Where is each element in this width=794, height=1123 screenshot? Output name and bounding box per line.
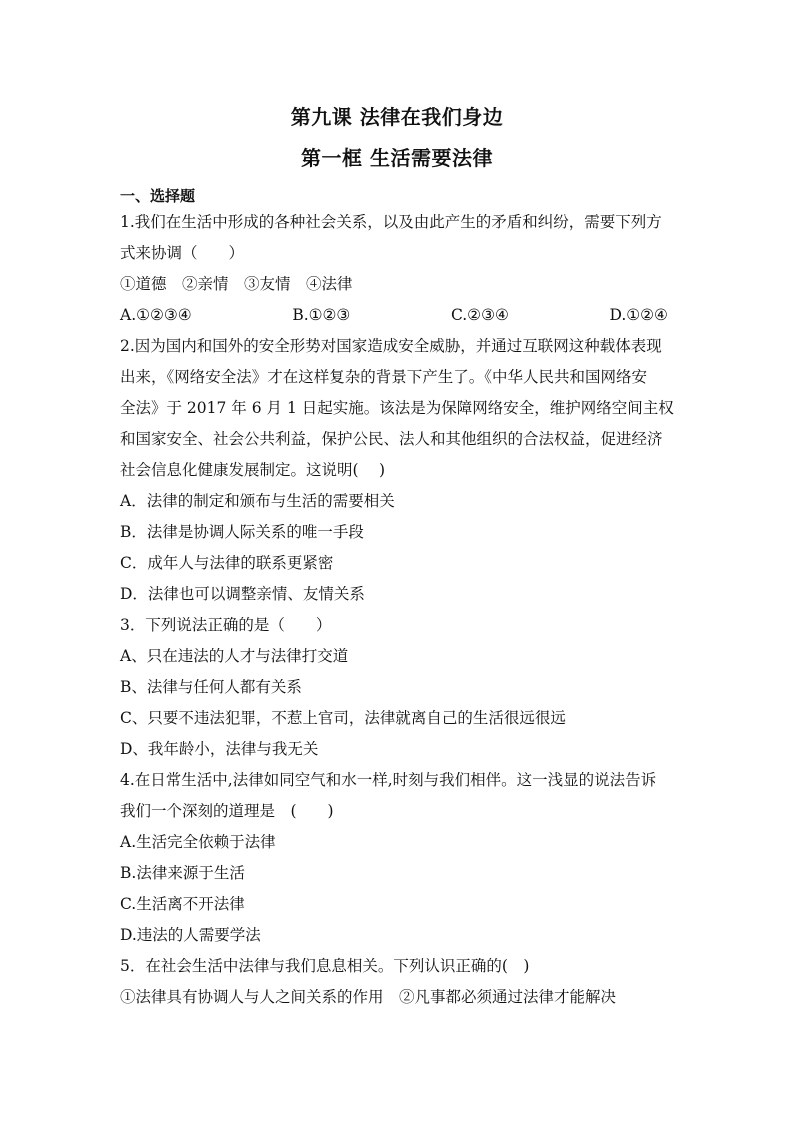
question-stem-line: 3．下列说法正确的是（ ） [120, 616, 332, 634]
answer-option: A．法律的制定和颁布与生活的需要相关 [120, 492, 395, 510]
question-stem-line: 式来协调（ ） [120, 244, 245, 262]
question-stem-line: 我们一个深刻的道理是 ( ) [120, 802, 334, 820]
answer-option: D．法律也可以调整亲情、友情关系 [120, 585, 365, 603]
answer-option: B．法律是协调人际关系的唯一手段 [120, 523, 364, 541]
answer-option: C．成年人与法律的联系更紧密 [120, 554, 334, 572]
answer-option: C、只要不违法犯罪，不惹上官司，法律就离自己的生活很远很远 [120, 709, 566, 727]
part-heading: 一、选择题 [120, 187, 196, 205]
question-stem-line: 全法》于 2017 年 6 月 1 日起实施。该法是为保障网络安全，维护网络空间主权 [120, 399, 674, 417]
choice-row [120, 300, 668, 331]
answer-option: A、只在违法的人才与法律打交道 [120, 647, 349, 665]
answer-option: D、我年龄小，法律与我无关 [120, 740, 319, 758]
question-stem-line: 社会信息化健康发展制定。这说明( ) [120, 461, 386, 479]
section-title: 第一框 生活需要法律 [301, 146, 493, 170]
choice-option: C.②③④ [450, 306, 509, 324]
answer-option: C.生活离不开法律 [120, 895, 245, 913]
answer-option: B.法律来源于生活 [120, 864, 245, 882]
question-items: ①道德 ②亲情 ③友情 ④法律 [120, 275, 353, 293]
answer-option: B、法律与任何人都有关系 [120, 678, 302, 696]
answer-option: D.违法的人需要学法 [120, 926, 261, 944]
choice-option: D.①②④ [609, 306, 668, 324]
question-stem-line: 1.我们在生活中形成的各种社会关系，以及由此产生的矛盾和纠纷，需要下列方 [120, 213, 662, 231]
question-stem-line: 4.在日常生活中,法律如同空气和水一样,时刻与我们相伴。这一浅显的说法告诉 [120, 771, 657, 789]
question-stem-line: 5．在社会生活中法律与我们息息相关。下列认识正确的( ) [120, 957, 530, 975]
question-list [120, 207, 676, 1013]
answer-option: A.生活完全依赖于法律 [120, 833, 276, 851]
choice-option: B.①②③ [292, 306, 351, 324]
question-stem-line: 2.因为国内和国外的安全形势对国家造成安全威胁，并通过互联网这种载体表现 [120, 337, 662, 355]
question-stem-line: 出来，《网络安全法》才在这样复杂的背景下产生了。《中华人民共和国网络安 [120, 368, 648, 386]
question-stem-line: 和国家安全、社会公共利益，保护公民、法人和其他组织的合法权益，促进经济 [120, 430, 663, 448]
lesson-title: 第九课 法律在我们身边 [290, 105, 504, 129]
question-items: ①法律具有协调人与人之间关系的作用 ②凡事都必须通过法律才能解决 [120, 988, 617, 1006]
choice-option: A.①②③④ [120, 306, 192, 324]
